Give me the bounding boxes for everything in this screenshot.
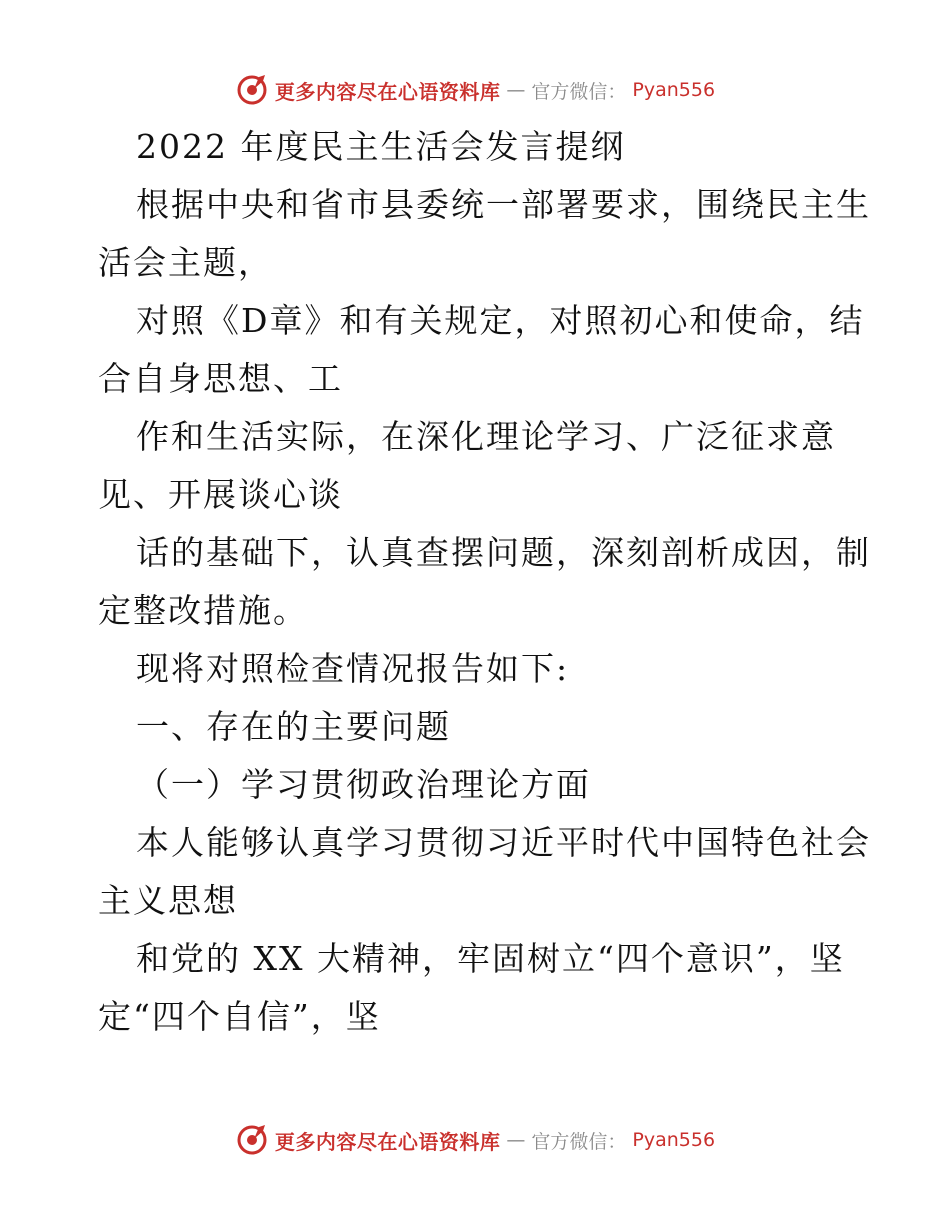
paragraph-line: 对照《D章》和有关规定，对照初心和使命，结 <box>136 301 865 340</box>
paragraph-line: 作和生活实际，在深化理论学习、广泛征求意 <box>136 417 836 456</box>
watermark-separator: — <box>506 1129 526 1151</box>
brush-logo-icon <box>235 73 269 107</box>
paragraph-line: 本人能够认真学习贯彻习近平时代中国特色社会 <box>136 823 871 862</box>
paragraph-line: 主义思想 <box>98 881 238 920</box>
paragraph-line: 活会主题， <box>98 243 273 282</box>
watermark-main-text: 更多内容尽在心语资料库 <box>274 79 501 104</box>
watermark-extra-text: 官方微信： <box>531 1130 627 1153</box>
paragraph-line: 根据中央和省市县委统一部署要求，围绕民主生 <box>136 185 871 224</box>
paragraph-line: 现将对照检查情况报告如下: <box>136 649 570 688</box>
paragraph-line: 合自身思想、工 <box>98 359 343 398</box>
watermark-separator: — <box>506 79 526 101</box>
document-title: 2022 年度民主生活会发言提纲 <box>136 127 626 166</box>
watermark-id: Pyan556 <box>632 79 716 101</box>
header-watermark <box>0 70 950 110</box>
section-heading: 一、存在的主要问题 <box>136 707 451 746</box>
document-body <box>98 118 871 1046</box>
paragraph-line: 见、开展谈心谈 <box>98 475 343 514</box>
paragraph-line: 定整改措施。 <box>98 591 308 630</box>
footer-watermark <box>0 1120 950 1160</box>
paragraph-line: 话的基础下，认真查摆问题，深刻剖析成因，制 <box>136 533 871 572</box>
subsection-heading: （一）学习贯彻政治理论方面 <box>136 765 591 804</box>
watermark-id: Pyan556 <box>632 1129 716 1151</box>
watermark-extra-text: 官方微信： <box>531 80 627 103</box>
brush-logo-icon <box>235 1123 269 1157</box>
watermark-main-text: 更多内容尽在心语资料库 <box>274 1129 501 1154</box>
paragraph-line: 定“四个自信”，坚 <box>98 997 381 1036</box>
paragraph-line: 和党的 XX 大精神，牢固树立“四个意识”，坚 <box>136 939 845 978</box>
